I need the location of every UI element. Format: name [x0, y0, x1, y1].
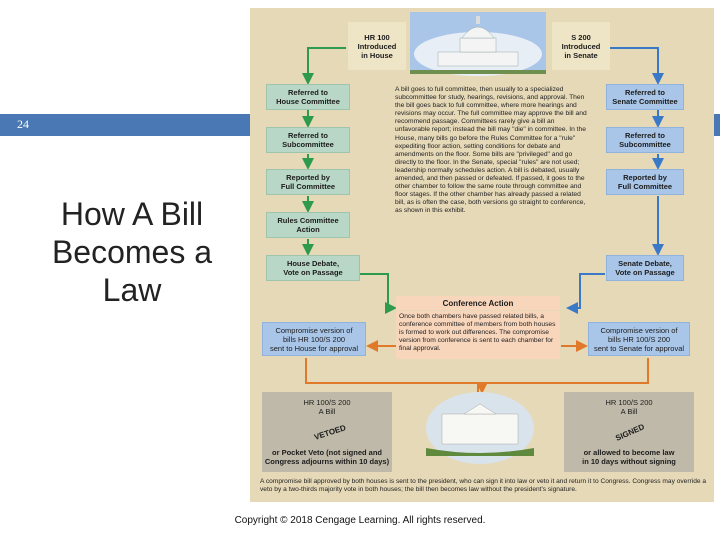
- senate-step-subcommittee: Referred to Subcommittee: [606, 127, 684, 153]
- conference-title: Conference Action: [396, 296, 560, 310]
- senate-introduction: S 200 Introduced in Senate: [552, 22, 610, 70]
- title-line: Law: [102, 272, 162, 308]
- capitol-image: [410, 12, 546, 76]
- signed-bill-label: HR 100/S 200 A Bill: [605, 398, 653, 416]
- header-bar-end: [714, 114, 720, 136]
- senate-step-full-committee: Reported by Full Committee: [606, 169, 684, 195]
- title-line: How A Bill: [60, 196, 204, 232]
- president-footer: A compromise bill approved by both houses is sent to the president, who can sign it into law or veto it and return it to Congress. Congress may override a veto by a two-thirds majority vote in both houses; the bill then becomes law without the president's signature.: [260, 478, 707, 494]
- veto-stamp: VETOED: [313, 423, 347, 442]
- copyright-notice: Copyright © 2018 Cengage Learning. All rights reserved.: [234, 515, 486, 526]
- signed-stamp: SIGNED: [614, 422, 646, 443]
- house-introduction: HR 100 Introduced in House: [348, 22, 406, 70]
- senate-step-debate: Senate Debate, Vote on Passage: [606, 255, 684, 281]
- slide-number: 24: [17, 117, 29, 131]
- house-step-full-committee: Reported by Full Committee: [266, 169, 350, 195]
- bill-process-diagram: [250, 8, 714, 502]
- process-explanation: A bill goes to full committee, then usually to a specialized subcommittee for study, hearings, revisions, and approval. Then the bill goes back to full committee, where more hearings and revisions may occur. The full committee may approve the bill and recommend passage. Committees rarely give a bill an unfavorable report; instead the bill may "die" in committee. In the House, many bills go before the Rules Committee for a "rule" expediting floor action, setting conditions for debate and amendments on the floor. Some bills are "privileged" and go directly to the floor. In the Senate, special "rules" are not used; leadership normally schedules action. A bill is debated, usually amended, and then passed or defeated. If passed, it goes to the other chamber to follow the same route through committee and floor stages. If the other chamber has already passed a related bill, as is often the case, both versions go straight to conference, as shown in this exhibit.: [395, 86, 587, 215]
- veto-bill-label: HR 100/S 200 A Bill: [303, 398, 351, 416]
- senate-step-committee: Referred to Senate Committee: [606, 84, 684, 110]
- house-step-rules: Rules Committee Action: [266, 212, 350, 238]
- slide-title: [22, 195, 242, 309]
- veto-description: or Pocket Veto (not signed and Congress adjourns within 10 days): [264, 448, 390, 466]
- white-house-image: [426, 392, 534, 464]
- house-step-committee: Referred to House Committee: [266, 84, 350, 110]
- signed-description: or allowed to become law in 10 days without signing: [582, 448, 676, 466]
- title-line: Becomes a: [51, 234, 213, 270]
- house-step-debate: House Debate, Vote on Passage: [266, 255, 360, 281]
- header-bar: [0, 114, 250, 136]
- conference-description: Once both chambers have passed related bills, a conference committee of members from both houses is formed to work out differences. The compromise version from conference is sent to each chamber for final approval.: [396, 311, 560, 359]
- senate-compromise: Compromise version of bills HR 100/S 200 sent to Senate for approval: [588, 322, 690, 356]
- house-compromise: Compromise version of bills HR 100/S 200 sent to House for approval: [262, 322, 366, 356]
- house-step-subcommittee: Referred to Subcommittee: [266, 127, 350, 153]
